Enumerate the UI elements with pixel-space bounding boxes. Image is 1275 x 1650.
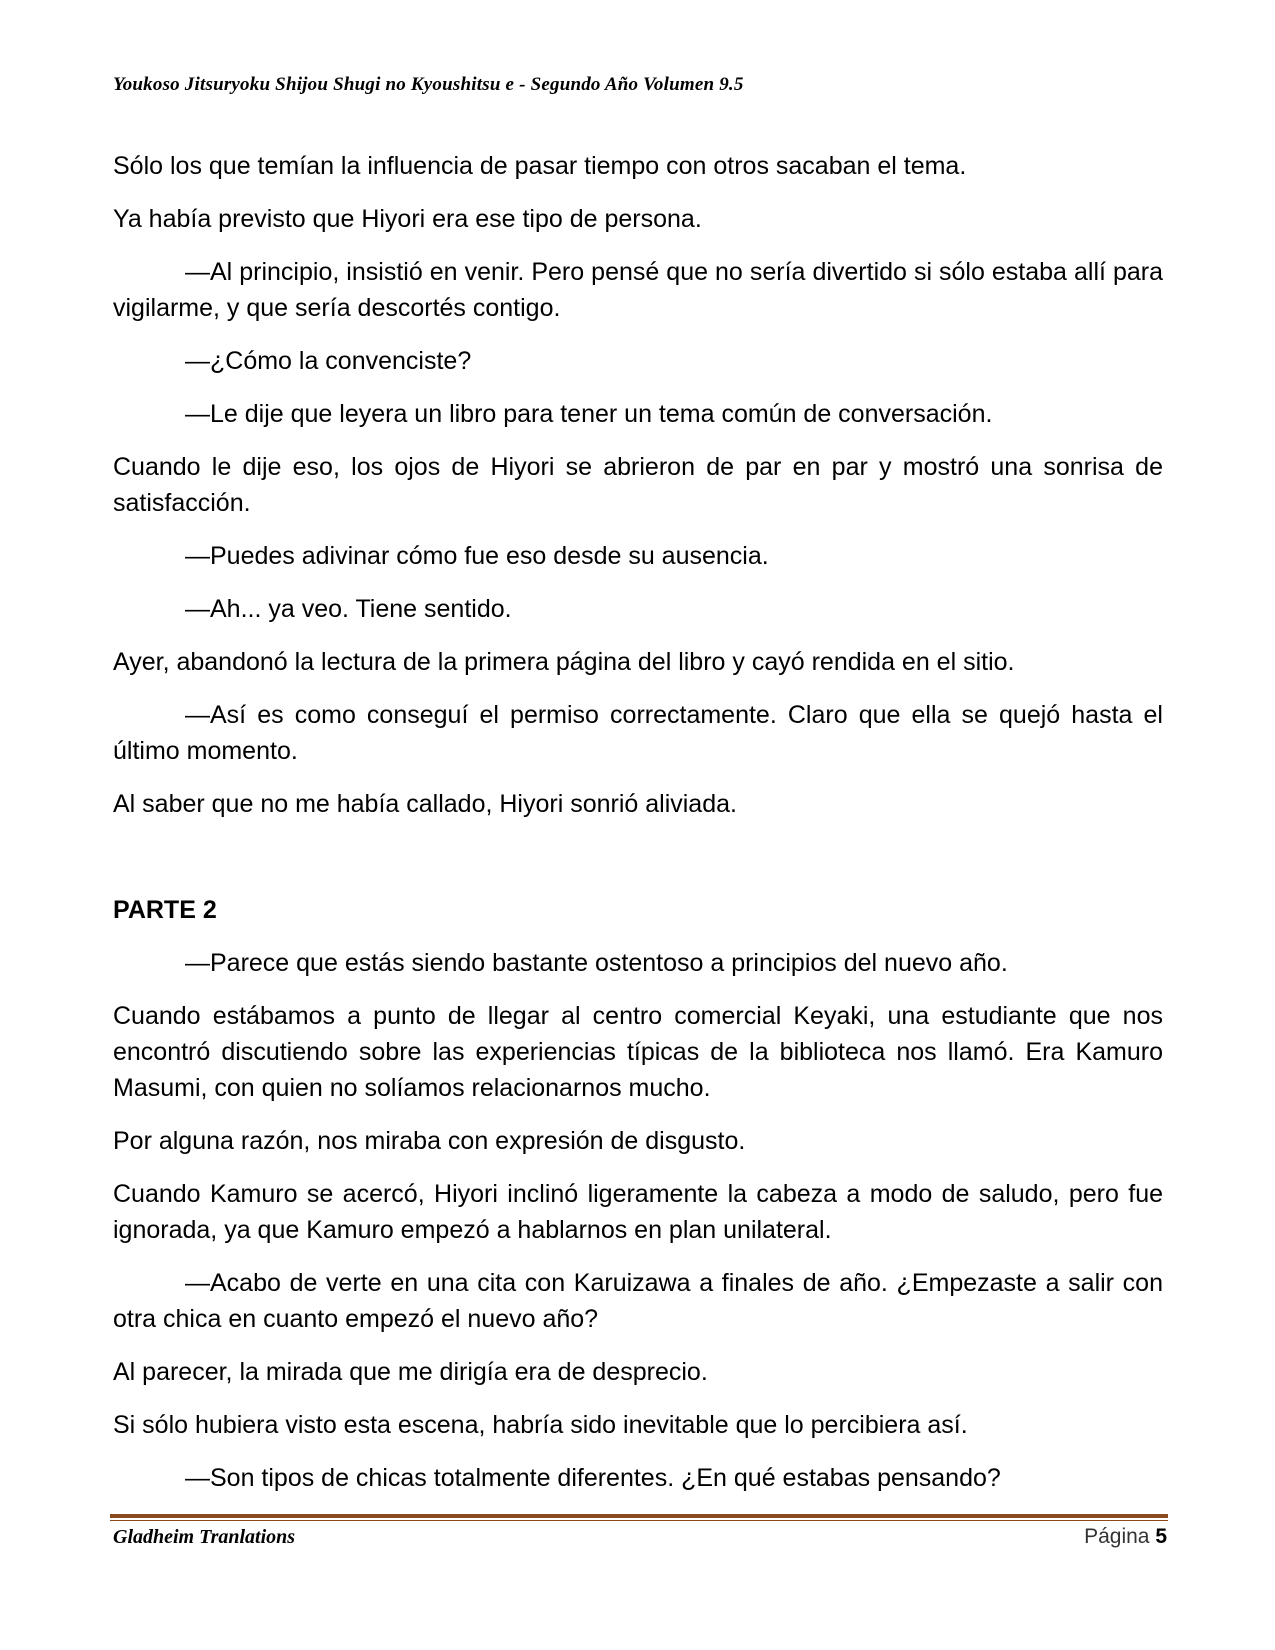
page-label: Página <box>1084 1525 1150 1548</box>
dialog-paragraph: —Puedes adivinar cómo fue eso desde su ausencia. <box>185 542 769 570</box>
dialog-paragraph: —Así es como conseguí el permiso correctamente. Claro que ella se quejó hasta el último momento. <box>113 701 1163 765</box>
footer-divider-thick <box>110 1514 1168 1518</box>
dialog-paragraph: —Son tipos de chicas totalmente diferentes. ¿En qué estabas pensando? <box>185 1464 1001 1492</box>
footer-credit: Gladheim Tranlations <box>113 1526 296 1548</box>
dialog-paragraph: —Ah... ya veo. Tiene sentido. <box>185 595 512 623</box>
paragraph: Cuando le dije eso, los ojos de Hiyori se abrieron de par en par y mostró una sonrisa de satisfacción. <box>113 453 1163 517</box>
dialog-paragraph: —Le dije que leyera un libro para tener un tema común de conversación. <box>185 400 993 428</box>
paragraph: Por alguna razón, nos miraba con expresión de disgusto. <box>113 1127 746 1155</box>
paragraph: Cuando Kamuro se acercó, Hiyori inclinó ligeramente la cabeza a modo de saludo, pero fue ignorada, ya que Kamuro empezó a hablarnos en plan unilateral. <box>113 1180 1163 1244</box>
paragraph: Al saber que no me había callado, Hiyori sonrió aliviada. <box>113 790 737 818</box>
dialog-paragraph: —Parece que estás siendo bastante ostentoso a principios del nuevo año. <box>185 949 1008 977</box>
dialog-paragraph: —Al principio, insistió en venir. Pero pensé que no sería divertido si sólo estaba allí para vigilarme, y que sería descortés contigo. <box>113 258 1163 322</box>
paragraph: Ayer, abandonó la lectura de la primera página del libro y cayó rendida en el sitio. <box>113 648 1015 676</box>
paragraph: Al parecer, la mirada que me dirigía era de desprecio. <box>113 1358 708 1386</box>
footer-divider-thin <box>110 1520 1168 1521</box>
page-number: 5 <box>1155 1525 1167 1548</box>
dialog-paragraph: —Acabo de verte en una cita con Karuizawa a finales de año. ¿Empezaste a salir con otra chica en cuanto empezó el nuevo año? <box>113 1269 1163 1333</box>
running-header: Youkoso Jitsuryoku Shijou Shugi no Kyoushitsu e - Segundo Año Volumen 9.5 <box>113 74 744 95</box>
page-body <box>113 148 1163 1513</box>
paragraph: Sólo los que temían la influencia de pasar tiempo con otros sacaban el tema. <box>113 152 967 180</box>
paragraph: Cuando estábamos a punto de llegar al centro comercial Keyaki, una estudiante que nos encontró discutiendo sobre las experiencias típicas de la biblioteca nos llamó. Era Kamuro Masumi, con quien no solíamos relacionarnos mucho. <box>113 1002 1163 1102</box>
paragraph: Ya había previsto que Hiyori era ese tipo de persona. <box>113 205 702 233</box>
dialog-paragraph: —¿Cómo la convenciste? <box>185 347 472 375</box>
page-number-block <box>1084 1525 1167 1549</box>
footer-divider <box>110 1514 1168 1521</box>
section-heading: PARTE 2 <box>113 896 217 924</box>
paragraph: Si sólo hubiera visto esta escena, habría sido inevitable que lo percibiera así. <box>113 1411 968 1439</box>
